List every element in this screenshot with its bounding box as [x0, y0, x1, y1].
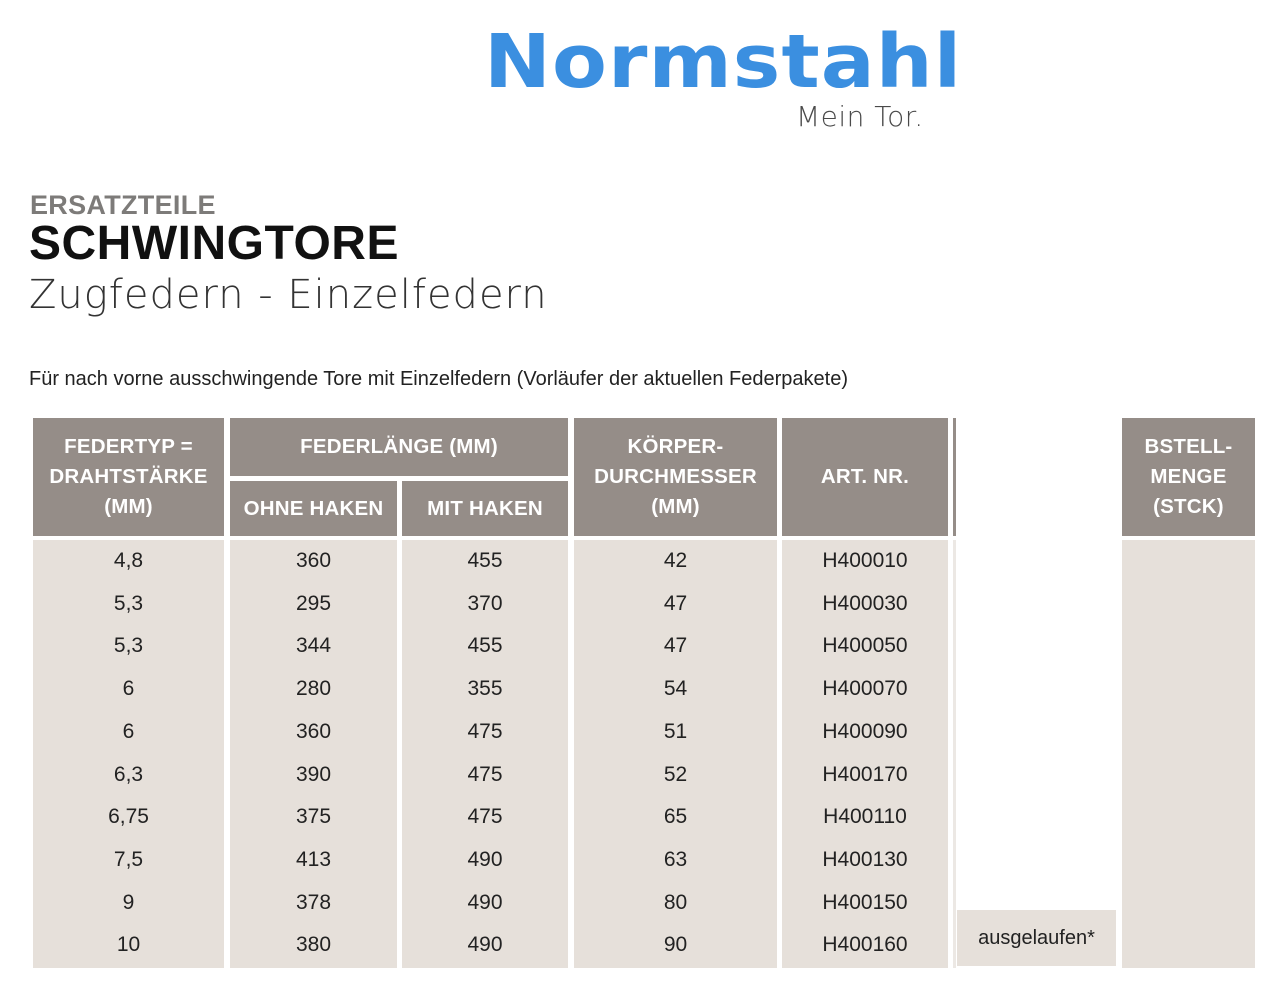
cell-art-nr: H400030 — [822, 591, 908, 615]
header-federtyp-line3: (MM) — [104, 495, 153, 518]
cell-mit-haken: 455 — [467, 549, 503, 572]
cell-mit-haken: 475 — [467, 762, 503, 786]
cell-bestellmenge — [1122, 625, 1255, 668]
normstahl-logo: Normstahl — [484, 19, 963, 105]
header-federtyp-line2: DRAHTSTÄRKE — [49, 465, 208, 488]
cell-federtyp: 6 — [122, 677, 135, 701]
header-bestellmenge — [1122, 418, 1255, 536]
cell-art-nr: H400150 — [822, 890, 908, 914]
cell-mit-haken: 355 — [467, 677, 503, 701]
header-koerper-line3: (MM) — [651, 495, 700, 518]
header-mit-haken: MIT HAKEN — [402, 481, 568, 536]
cell-ohne-haken: 360 — [295, 549, 332, 572]
header-koerper-line1: KÖRPER- — [627, 435, 724, 458]
cell-mit-haken: 490 — [467, 933, 503, 957]
column-divider — [953, 418, 956, 536]
section-kicker: ERSATZTEILE — [30, 190, 216, 220]
cell-art-nr: H400170 — [822, 762, 908, 786]
intro-text: Für nach vorne ausschwingende Tore mit Einzelfedern (Vorläufer der aktuellen Federpakete) — [29, 368, 848, 390]
cell-art-nr: H400160 — [822, 933, 908, 957]
header-koerper-line2: DURCHMESSER — [594, 465, 757, 488]
cell-art-nr: H400110 — [823, 805, 907, 829]
cell-mit-haken: 475 — [467, 805, 503, 829]
cell-koerperdurchmesser: 63 — [663, 847, 688, 871]
header-ohne-haken: OHNE HAKEN — [230, 481, 397, 536]
cell-bestellmenge — [1122, 583, 1255, 626]
cell-bestellmenge — [1122, 882, 1255, 925]
cell-ohne-haken: 344 — [295, 634, 332, 658]
page-subtitle: Zugfedern - Einzelfedern — [29, 272, 548, 318]
header-menge-line3: (STCK) — [1153, 495, 1224, 518]
column-divider-bg — [953, 540, 956, 968]
cell-koerperdurchmesser: 51 — [663, 719, 688, 743]
cell-art-nr: H400090 — [822, 719, 908, 743]
cell-federtyp: 7,5 — [113, 847, 144, 871]
cell-bestellmenge — [1122, 540, 1255, 583]
cell-mit-haken: 490 — [467, 890, 503, 914]
header-art-nr: ART. NR. — [782, 418, 948, 536]
cell-federtyp: 5,3 — [113, 634, 144, 658]
cell-koerperdurchmesser: 80 — [663, 890, 688, 914]
cell-koerperdurchmesser: 90 — [663, 933, 688, 957]
cell-mit-haken: 370 — [467, 591, 503, 615]
cell-mit-haken: 455 — [467, 634, 503, 658]
brand-tagline: Mein Tor. — [796, 100, 924, 133]
cell-bestellmenge — [1122, 796, 1255, 839]
cell-ohne-haken: 375 — [295, 805, 332, 829]
cell-koerperdurchmesser: 65 — [663, 805, 688, 829]
cell-federtyp: 6,3 — [113, 762, 144, 786]
cell-federtyp: 10 — [116, 933, 141, 957]
cell-ohne-haken: 295 — [295, 591, 332, 615]
header-menge-line1: BSTELL- — [1144, 435, 1233, 458]
cell-koerperdurchmesser: 52 — [663, 762, 688, 786]
cell-koerperdurchmesser: 54 — [663, 677, 688, 701]
cell-ohne-haken: 280 — [295, 677, 332, 701]
header-federtyp — [33, 418, 224, 536]
cell-federtyp: 5,3 — [113, 591, 144, 615]
cell-bestellmenge — [1122, 668, 1255, 711]
header-menge-line2: MENGE — [1150, 465, 1227, 488]
cell-art-nr: H400010 — [822, 549, 908, 572]
cell-art-nr: H400050 — [822, 634, 908, 658]
cell-ohne-haken: 413 — [295, 847, 332, 871]
cell-bestellmenge — [1122, 754, 1255, 797]
cell-federtyp: 9 — [122, 890, 135, 914]
cell-bestellmenge — [1122, 711, 1255, 754]
discontinued-note: ausgelaufen* — [957, 910, 1116, 966]
cell-federtyp: 6 — [122, 719, 135, 743]
cell-art-nr: H400130 — [822, 847, 908, 871]
header-federtyp-line1: FEDERTYP = — [64, 435, 193, 458]
cell-koerperdurchmesser: 42 — [663, 549, 688, 572]
cell-art-nr: H400070 — [822, 677, 908, 701]
cell-mit-haken: 475 — [467, 719, 503, 743]
cell-koerperdurchmesser: 47 — [663, 634, 688, 658]
cell-ohne-haken: 360 — [295, 719, 332, 743]
cell-bestellmenge — [1122, 924, 1255, 967]
cell-federtyp: 4,8 — [113, 549, 144, 572]
header-federlaenge: FEDERLÄNGE (MM) — [230, 418, 568, 476]
header-koerperdurchmesser — [574, 418, 777, 536]
cell-koerperdurchmesser: 47 — [663, 591, 688, 615]
page-title: SCHWINGTORE — [29, 217, 399, 270]
cell-ohne-haken: 380 — [295, 933, 332, 957]
cell-ohne-haken: 378 — [295, 890, 332, 914]
cell-federtyp: 6,75 — [108, 805, 149, 829]
cell-bestellmenge — [1122, 839, 1255, 882]
cell-ohne-haken: 390 — [295, 762, 332, 786]
cell-mit-haken: 490 — [467, 847, 503, 871]
